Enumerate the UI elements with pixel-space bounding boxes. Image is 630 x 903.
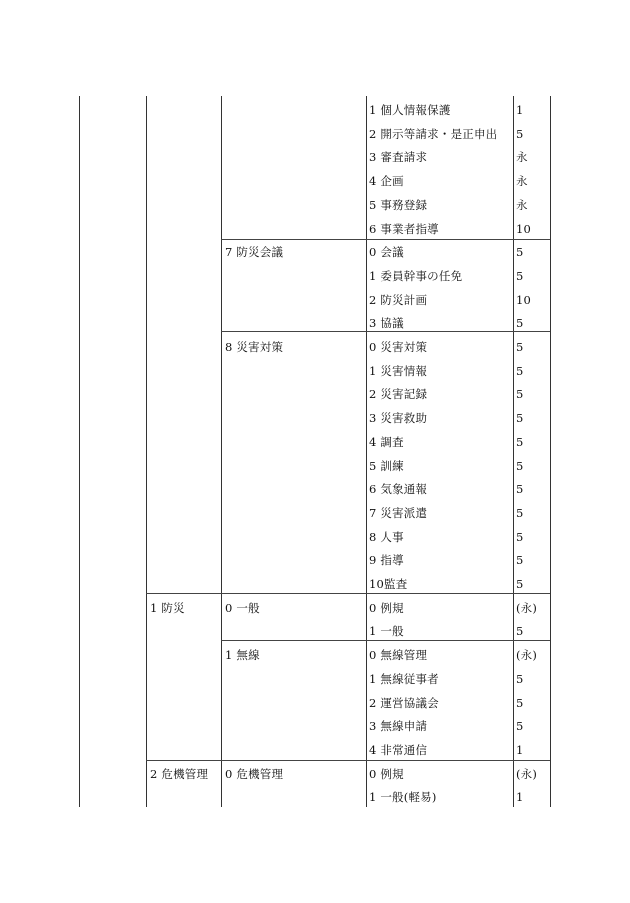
column-rule-level3: [366, 96, 367, 807]
level3-title-cell: 2 開示等請求・是正申出: [369, 126, 498, 141]
retention-period-cell: 5: [516, 719, 524, 734]
level3-title-cell: 3 災害救助: [369, 411, 428, 426]
retention-period-cell: 5: [516, 387, 524, 402]
retention-period-cell: 永: [516, 197, 528, 212]
level1-title-cell: 1 防災: [150, 600, 185, 615]
retention-period-cell: 5: [516, 340, 524, 354]
retention-period-cell: 永: [516, 174, 528, 189]
level3-title-cell: 0 例規: [369, 600, 404, 615]
level3-title-cell: 9 指導: [369, 553, 404, 568]
level3-title-cell: 3 協議: [369, 316, 404, 331]
group-separator-musen: [221, 640, 550, 641]
level2-title-cell: 0 一般: [225, 600, 260, 615]
retention-period-cell: 1: [516, 742, 524, 757]
level3-title-cell: 0 例規: [369, 766, 404, 781]
level3-title-cell: 7 災害派遣: [369, 505, 428, 520]
column-rule-outer: [79, 96, 80, 807]
level3-title-cell: 1 無線従事者: [369, 671, 439, 686]
level3-title-cell: 2 防災計画: [369, 292, 428, 307]
level3-title-cell: 1 一般(軽易): [369, 790, 437, 805]
retention-period-cell: 5: [516, 411, 524, 426]
retention-period-cell: 10: [516, 292, 532, 307]
retention-period-cell: 5: [516, 553, 524, 568]
column-rule-level2: [221, 96, 222, 807]
level3-title-cell: 4 非常通信: [369, 742, 428, 757]
retention-period-cell: 5: [516, 671, 524, 686]
retention-period-cell: 5: [516, 316, 524, 331]
level1-title-cell: 2 危機管理: [150, 766, 209, 781]
retention-period-cell: 5: [516, 505, 524, 520]
column-rule-level1: [146, 96, 147, 807]
level3-title-cell: 6 気象通報: [369, 482, 428, 497]
retention-period-cell: (永): [516, 600, 538, 615]
level2-title-cell: 7 防災会議: [225, 245, 284, 260]
retention-period-cell: 1: [516, 790, 524, 805]
level3-title-cell: 1 一般: [369, 624, 404, 639]
level3-title-cell: 1 委員幹事の任免: [369, 268, 463, 283]
retention-period-cell: 5: [516, 126, 524, 141]
retention-period-cell: (永): [516, 766, 538, 781]
retention-period-cell: 5: [516, 245, 524, 260]
level3-title-cell: 0 無線管理: [369, 648, 428, 663]
retention-period-cell: 5: [516, 482, 524, 497]
column-rule-right: [550, 96, 551, 807]
level2-title-cell: 0 危機管理: [225, 766, 284, 781]
level3-title-cell: 5 事務登録: [369, 197, 428, 212]
level3-title-cell: 4 企画: [369, 174, 404, 189]
level3-title-cell: 1 個人情報保護: [369, 103, 451, 117]
group-separator-kiki-kanri: [146, 760, 550, 761]
retention-period-cell: 5: [516, 268, 524, 283]
level3-title-cell: 3 審査請求: [369, 150, 428, 165]
retention-period-cell: 5: [516, 434, 524, 449]
level3-title-cell: 2 運営協議会: [369, 695, 439, 710]
retention-period-cell: 5: [516, 577, 524, 591]
retention-period-cell: 10: [516, 221, 532, 236]
level3-title-cell: 4 調査: [369, 434, 404, 449]
level3-title-cell: 8 人事: [369, 529, 404, 544]
retention-period-cell: 5: [516, 363, 524, 378]
column-rule-retention: [513, 96, 514, 807]
level3-title-cell: 3 無線申請: [369, 719, 428, 734]
level3-title-cell: 0 会議: [369, 245, 404, 260]
level3-title-cell: 2 災害記録: [369, 387, 428, 402]
level2-title-cell: 1 無線: [225, 648, 260, 663]
level2-title-cell: 8 災害対策: [225, 340, 284, 354]
retention-period-cell: (永): [516, 648, 538, 663]
retention-period-cell: 1: [516, 103, 524, 117]
level3-title-cell: 0 災害対策: [369, 340, 428, 354]
retention-period-cell: 5: [516, 624, 524, 639]
group-separator-bousai-kaigi: [221, 239, 550, 240]
retention-period-cell: 5: [516, 458, 524, 473]
group-separator-bousai: [146, 593, 550, 594]
level3-title-cell: 1 災害情報: [369, 363, 428, 378]
level3-title-cell: 5 訓練: [369, 458, 404, 473]
retention-period-cell: 永: [516, 150, 528, 165]
level3-title-cell: 6 事業者指導: [369, 221, 439, 236]
retention-period-cell: 5: [516, 695, 524, 710]
level3-title-cell: 10監査: [369, 577, 408, 591]
group-separator-saigai-taisaku: [221, 331, 550, 332]
retention-period-cell: 5: [516, 529, 524, 544]
